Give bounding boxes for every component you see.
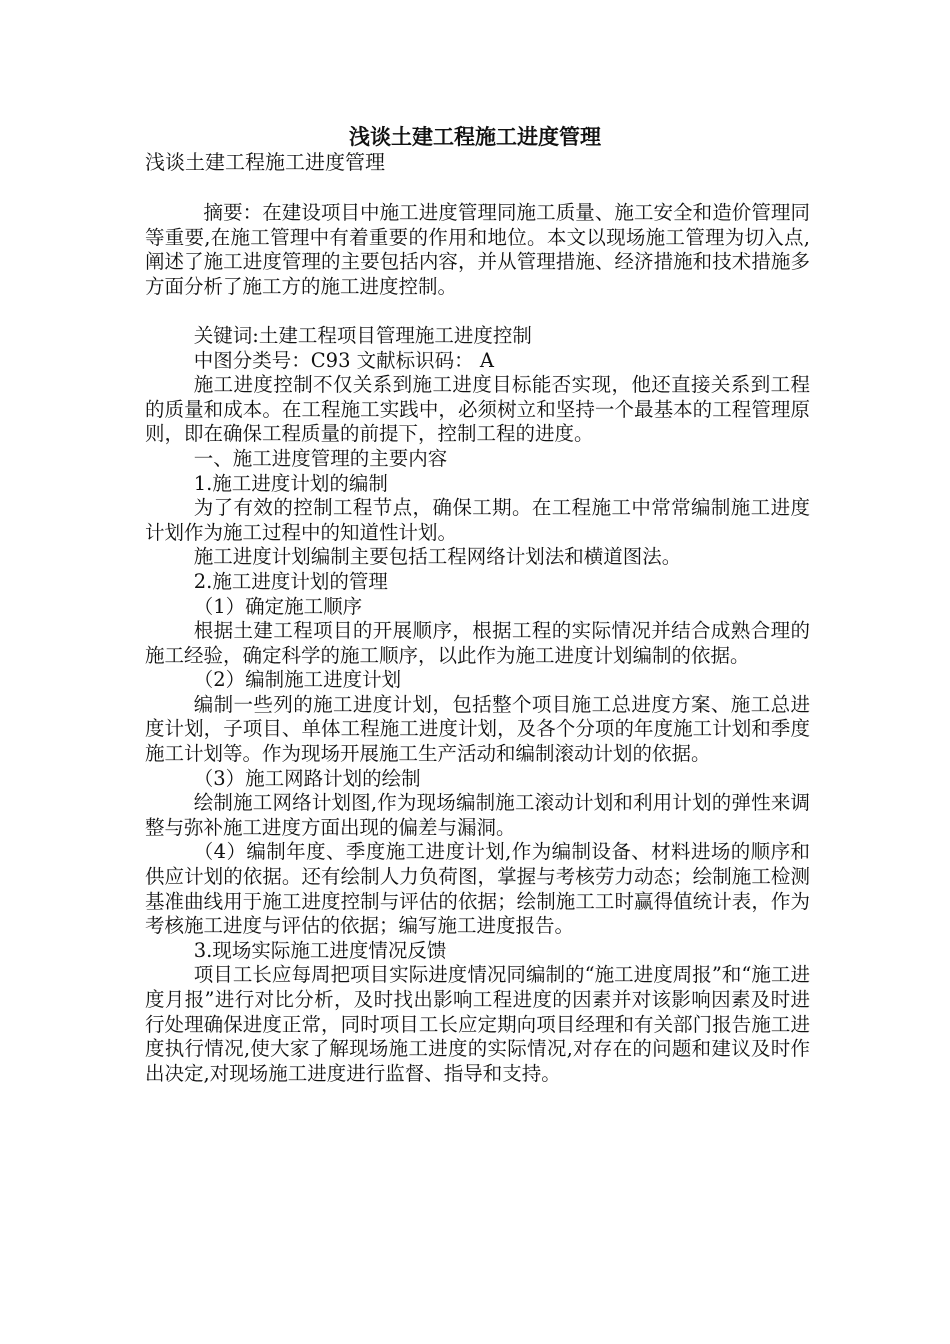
list-heading: （1）确定施工顺序 <box>193 594 363 618</box>
subsection-heading: 2.施工进度计划的管理 <box>193 569 388 593</box>
body-paragraph: 施工进度控制不仅关系到施工进度目标能否实现，他还直接关系到工程的质量和成本。在工程施工实践中，必须树立和坚持一个最基本的工程管理原则，即在确保工程质量的前提下，控制工程的进度。 <box>145 373 810 446</box>
body-paragraph: 为了有效的控制工程节点，确保工期。在工程施工中常常编制施工进度计划作为施工过程中的知道性计划。 <box>145 496 810 544</box>
list-heading: （3）施工网路计划的绘制 <box>193 766 421 790</box>
body-paragraph: 根据土建工程项目的开展顺序，根据工程的实际情况并结合成熟合理的施工经验，确定科学的施工顺序，以此作为施工进度计划编制的依据。 <box>145 619 810 667</box>
body-paragraph: 绘制施工网络计划图,作为现场编制施工滚动计划和利用计划的弹性来调整与弥补施工进度方面出现的偏差与漏洞。 <box>145 791 810 839</box>
body-paragraph: 编制一些列的施工进度计划，包括整个项目施工总进度方案、施工总进度计划，子项目、单体工程施工进度计划，及各个分项的年度施工计划和季度施工计划等。作为现场开展施工生产活动和编制滚动计划的依据。 <box>145 692 810 766</box>
keywords-line: 关键词:土建工程项目管理施工进度控制 <box>193 323 532 347</box>
section-heading: 一、施工进度管理的主要内容 <box>193 446 448 470</box>
list-heading: （2）编制施工进度计划 <box>193 668 402 692</box>
document-subtitle: 浅谈土建工程施工进度管理 <box>145 150 385 174</box>
subsection-heading: 3.现场实际施工进度情况反馈 <box>193 938 447 962</box>
document-body <box>145 201 810 1086</box>
classification-line: 中图分类号：C93 文献标识码： A <box>193 348 494 372</box>
document-title: 浅谈土建工程施工进度管理 <box>349 124 601 149</box>
body-paragraph: （4）编制年度、季度施工进度计划,作为编制设备、材料进场的顺序和供应计划的依据。还有绘制人力负荷图，掌握与考核劳力动态；绘制施工检测基准曲线用于施工进度控制与评估的依据；绘制施工工时赢得值统计表，作为考核施工进度与评估的依据；编写施工进度报告。 <box>145 840 810 938</box>
subsection-heading: 1.施工进度计划的编制 <box>193 471 388 495</box>
abstract-paragraph: 摘要：在建设项目中施工进度管理同施工质量、施工安全和造价管理同等重要,在施工管理中有着重要的作用和地位。本文以现场施工管理为切入点,阐述了施工进度管理的主要包括内容，并从管理措施、经济措施和技术措施多方面分析了施工方的施工进度控制。 <box>145 201 810 298</box>
body-paragraph: 项目工长应每周把项目实际进度情况同编制的“施工进度周报”和“施工进度月报”进行对比分析，及时找出影响工程进度的因素并对该影响因素及时进行处理确保进度正常，同时项目工长应定期向项目经理和有关部门报告施工进度执行情况,使大家了解现场施工进度的实际情况,对存在的问题和建议及时作出决定,对现场施工进度进行监督、指导和支持。 <box>145 963 810 1085</box>
body-paragraph: 施工进度计划编制主要包括工程网络计划法和横道图法。 <box>193 545 682 569</box>
